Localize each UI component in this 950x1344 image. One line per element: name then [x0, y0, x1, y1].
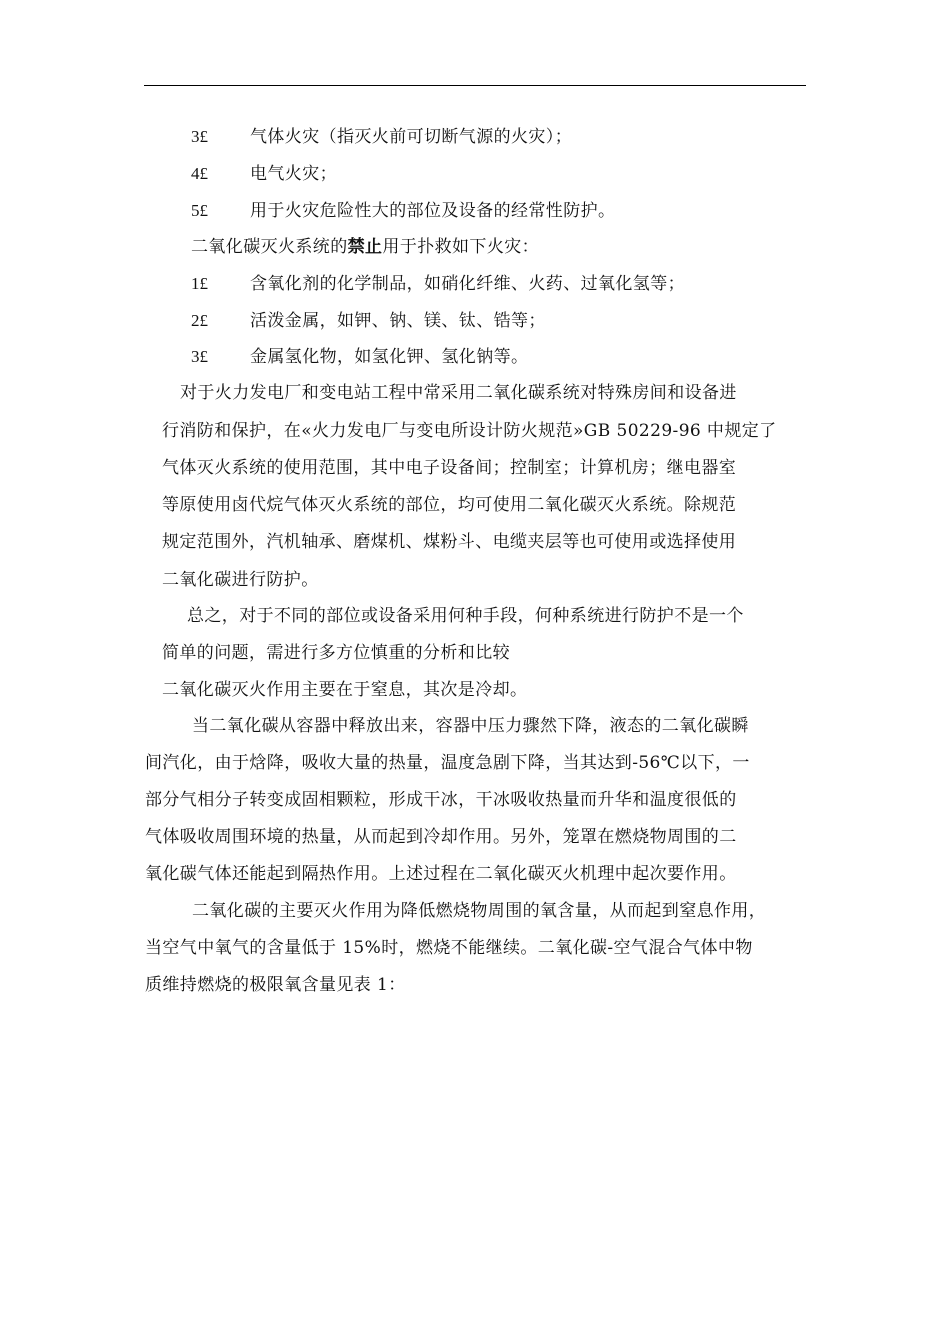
paragraph-line: 气体吸收周围环境的热量，从而起到冷却作用。另外，笼罩在燃烧物周围的二	[145, 827, 737, 847]
paragraph-line: 总之，对于不同的部位或设备采用何种手段，何种系统进行防护不是一个	[187, 606, 744, 626]
paragraph-line: 二氧化碳进行防护。	[162, 570, 319, 590]
paragraph-line: 规定范围外，汽机轴承、磨煤机、煤粉斗、电缆夹层等也可使用或选择使用	[162, 532, 737, 552]
paragraph-line: 二氧化碳灭火作用主要在于窒息，其次是冷却。	[162, 680, 528, 700]
list-b-item: 活泼金属，如钾、钠、镁、钛、锆等；	[250, 311, 546, 331]
paragraph-line: 当空气中氧气的含量低于 15%时，燃烧不能继续。二氧化碳-空气混合气体中物	[145, 938, 753, 958]
paragraph-line: 简单的问题，需进行多方位慎重的分析和比较	[162, 643, 510, 663]
prohibit-emphasis: 禁止	[347, 237, 383, 257]
paragraph-line: 间汽化，由于焓降，吸收大量的热量，温度急剧下降，当其达到-56℃以下，一	[145, 753, 750, 773]
paragraph-line: 二氧化碳的主要灭火作用为降低燃烧物周围的氧含量，从而起到窒息作用，	[192, 901, 767, 921]
prohibit-intro	[191, 236, 539, 258]
list-a-item: 气体火灾（指灭火前可切断气源的火灾）；	[250, 127, 573, 147]
paragraph-line: 氧化碳气体还能起到隔热作用。上述过程在二氧化碳灭火机理中起次要作用。	[145, 864, 737, 884]
list-b-item: 含氧化剂的化学制品，如硝化纤维、火药、过氧化氢等；	[250, 274, 685, 294]
header-rule	[144, 85, 806, 86]
list-a-number: 5£	[191, 201, 208, 220]
list-a-number: 4£	[191, 164, 208, 183]
list-b-number: 2£	[191, 311, 208, 330]
paragraph-line: 当二氧化碳从容器中释放出来，容器中压力骤然下降，液态的二氧化碳瞬	[192, 716, 749, 736]
list-a-item: 用于火灾危险性大的部位及设备的经常性防护。	[250, 201, 616, 221]
list-b-item: 金属氢化物，如氢化钾、氢化钠等。	[250, 347, 529, 367]
paragraph-line: 行消防和保护，在«火力发电厂与变电所设计防火规范»GB 50229-96 中规定了	[162, 421, 777, 441]
list-b-number: 1£	[191, 274, 208, 293]
paragraph-line: 部分气相分子转变成固相颗粒，形成干冰，干冰吸收热量而升华和温度很低的	[145, 790, 737, 810]
list-b-number: 3£	[191, 347, 208, 366]
prohibit-intro-post: 用于扑救如下火灾：	[382, 237, 540, 257]
paragraph-line: 等原使用卤代烷气体灭火系统的部位，均可使用二氧化碳灭火系统。除规范	[162, 495, 737, 515]
prohibit-intro-pre: 二氧化碳灭火系统的	[191, 237, 348, 257]
paragraph-line: 对于火力发电厂和变电站工程中常采用二氧化碳系统对特殊房间和设备进	[180, 383, 737, 403]
list-a-number: 3£	[191, 127, 208, 146]
list-a-item: 电气火灾；	[250, 164, 337, 184]
paragraph-line: 气体灭火系统的使用范围，其中电子设备间；控制室；计算机房；继电器室	[162, 458, 737, 478]
paragraph-line: 质维持燃烧的极限氧含量见表 1：	[145, 975, 406, 995]
